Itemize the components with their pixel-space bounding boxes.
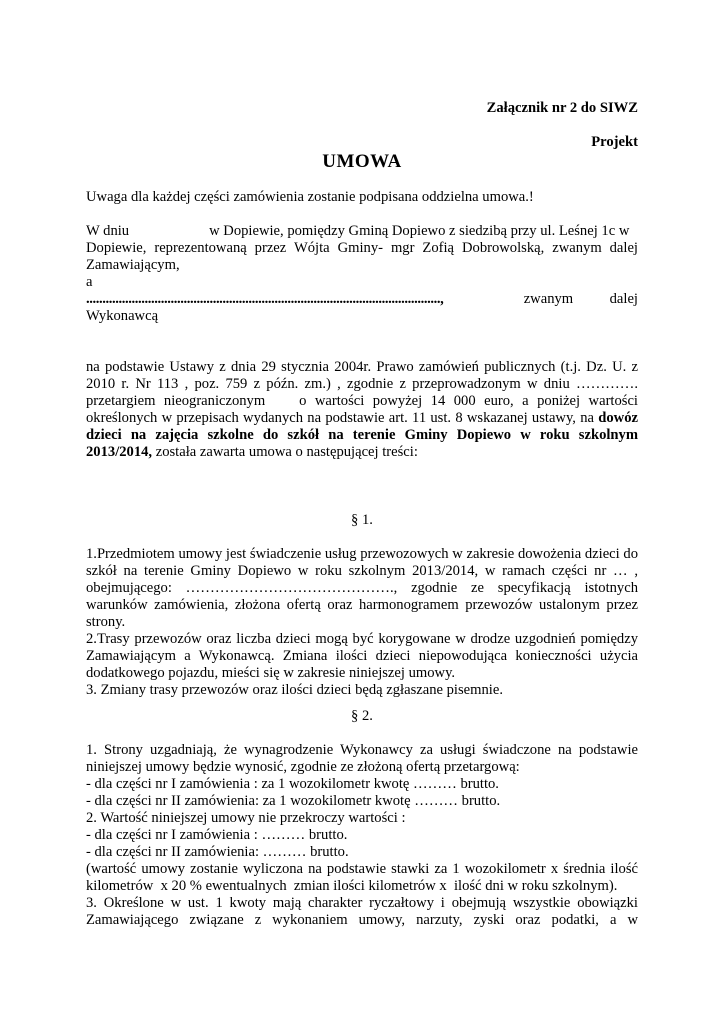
basis-line-6	[86, 444, 638, 461]
basis-line-4-text: określonych w przepisach wydanych na podstawie art. 11 ust. 8 wskazanej ustawy, na	[86, 410, 594, 426]
date-label: W dniu	[86, 223, 130, 239]
s2-line-8: (wartość umowy zostanie wyliczona na podstawie stawki za 1 wozokilometr x średnia ilość	[86, 861, 638, 877]
s1-line-7: Zamawiającym a Wykonawcą. Zmiana ilości dzieci niepowodująca konieczności użycia	[86, 648, 638, 664]
parties-line-3: Zamawiającym,	[86, 257, 180, 273]
basis-line-2: 2010 r. Nr 113 , poz. 759 z późn. zm.) , zgodnie z przeprowadzonym w dniu ………….	[86, 376, 638, 392]
s2-line-10: 3. Określone w ust. 1 kwoty mają charakter ryczałtowy i obejmują wszystkie obowiązki	[86, 895, 638, 911]
s1-line-2: szkół na terenie Gminy Dopiewo w roku szkolnym 2013/2014, w ramach części nr … ,	[86, 563, 638, 579]
s1-line-6: 2.Trasy przewozów oraz liczba dzieci mogą być korygowane w drodze uzgodnień pomiędzy	[86, 631, 638, 647]
s2-line-4: - dla części nr II zamówienia: za 1 wozokilometr kwotę ……… brutto.	[86, 793, 501, 809]
s2-line-9: kilometrów x 20 % ewentualnych zmian ilości kilometrów x ilość dni w roku szkolnym).	[86, 878, 618, 894]
s2-line-7: - dla części nr II zamówienia: ……… brutto.	[86, 844, 349, 860]
s1-line-4: warunków zamówienia, złożona ofertą oraz harmonogramem przewozów ustalonym przez	[86, 597, 638, 613]
s1-line-8: dodatkowego pojazdu, mieści się w zakresie niniejszej umowy.	[86, 665, 456, 681]
s1-line-5: strony.	[86, 614, 126, 630]
basis-line-1: na podstawie Ustawy z dnia 29 stycznia 2004r. Prawo zamówień publicznych (t.j. Dz. U. z	[86, 359, 638, 375]
s2-line-2: niniejszej umowy będzie wynosić, zgodnie ze złożoną ofertą przetargową:	[86, 759, 520, 775]
s2-line-11: Zamawiającego związane z wykonaniem umowy, narzuty, zyski oraz podatki, a w	[86, 912, 638, 928]
section-2-heading: § 2.	[351, 708, 373, 724]
school-year-bold: 2013/2014,	[86, 444, 153, 460]
s2-line-3: - dla części nr I zamówienia : za 1 wozokilometr kwotę ……… brutto.	[86, 776, 499, 792]
parties-line-5-text: zwanym dalej	[523, 291, 638, 307]
parties-line-2: Dopiewie, reprezentowaną przez Wójta Gminy- mgr Zofią Dobrowolską, zwanym dalej	[86, 240, 638, 256]
s1-line-1: 1.Przedmiotem umowy jest świadczenie usług przewozowych w zakresie dowożenia dzieci do	[86, 546, 638, 562]
s1-line-3: obejmującego: ……………………………………., zgodnie ze specyfikacją istotnych	[86, 580, 638, 596]
s1-line-9: 3. Zmiany trasy przewozów oraz ilości dzieci będą zgłaszane pisemnie.	[86, 682, 503, 698]
parties-line-5	[86, 291, 638, 308]
note-line: Uwaga dla każdej części zamówienia zostanie podpisana oddzielna umowa.!	[86, 189, 534, 205]
s2-line-5: 2. Wartość niniejszej umowy nie przekroczy wartości :	[86, 810, 406, 826]
parties-line-4: a	[86, 274, 93, 290]
basis-line-3: przetargiem nieograniczonym o wartości powyżej 14 000 euro, a poniżej wartości	[86, 393, 638, 409]
document-title: UMOWA	[322, 151, 402, 172]
projekt-label: Projekt	[591, 134, 638, 150]
basis-line-4	[86, 410, 638, 427]
parties-line-1-text: w Dopiewie, pomiędzy Gminą Dopiewo z siedzibą przy ul. Leśnej 1c w	[209, 223, 630, 239]
parties-line-6: Wykonawcą	[86, 308, 159, 324]
basis-line-6-text: została zawarta umowa o następującej treści:	[152, 444, 418, 460]
basis-line-4-bold: dowóz	[598, 410, 638, 426]
s2-line-1: 1. Strony uzgadniają, że wynagrodzenie Wykonawcy za usługi świadczone na podstawie	[86, 742, 638, 758]
contractor-placeholder-dots: .............................................................................................................,	[86, 291, 444, 307]
basis-line-5: dzieci na zajęcia szkolne do szkół na terenie Gminy Dopiewo w roku szkolnym	[86, 427, 638, 443]
attachment-label: Załącznik nr 2 do SIWZ	[486, 100, 638, 116]
section-1-heading: § 1.	[351, 512, 373, 528]
parties-line-1	[86, 223, 638, 240]
s2-line-6: - dla części nr I zamówienia : ……… brutto.	[86, 827, 348, 843]
